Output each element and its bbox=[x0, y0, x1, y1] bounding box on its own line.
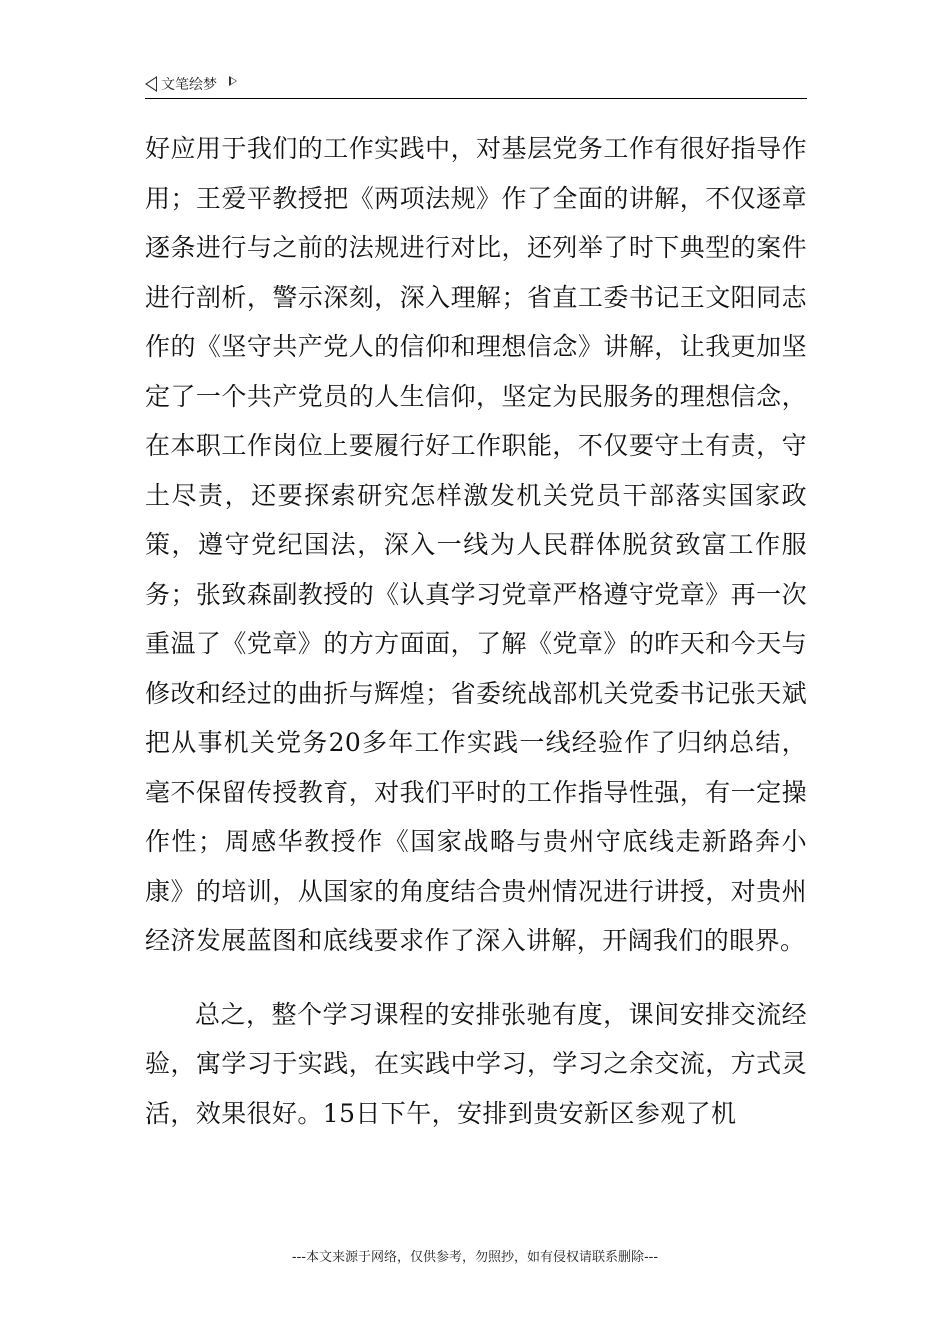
triangle-left-outline-icon bbox=[145, 76, 157, 92]
header-title: 文笔绘梦 bbox=[161, 77, 217, 93]
page-header bbox=[145, 72, 807, 99]
page-footer-disclaimer: ---本文来源于网络，仅供参考，勿照抄，如有侵权请联系删除--- bbox=[291, 1250, 659, 1265]
triangle-right-outline-icon bbox=[229, 76, 237, 86]
header-brand bbox=[145, 74, 237, 94]
document-body bbox=[145, 124, 807, 1138]
paragraph-1: 好应用于我们的工作实践中，对基层党务工作有很好指导作用；王爱平教授把《两项法规》作了全面的讲解，不仅逐章逐条进行与之前的法规进行对比，还列举了时下典型的案件进行剖析，警示深刻，深入理解；省直工委书记王文阳同志作的《坚守共产党人的信仰和理想信念》讲解，让我更加坚定了一个共产党员的人生信仰，坚定为民服务的理想信念，在本职工作岗位上要履行好工作职能，不仅要守土有责，守土尽责，还要探索研究怎样激发机关党员干部落实国家政策，遵守党纪国法，深入一线为人民群体脱贫致富工作服务；张致森副教授的《认真学习党章严格遵守党章》再一次重温了《党章》的方方面面，了解《党章》的昨天和今天与修改和经过的曲折与辉煌；省委统战部机关党委书记张天斌把从事机关党务20多年工作实践一线经验作了归纳总结，毫不保留传授教育，对我们平时的工作指导性强，有一定操作性；周感华教授作《国家战略与贵州守底线走新路奔小康》的培训，从国家的角度结合贵州情况进行讲授，对贵州经济发展蓝图和底线要求作了深入讲解，开阔我们的眼界。 bbox=[145, 134, 807, 955]
paragraph-2: 总之，整个学习课程的安排张驰有度，课间安排交流经验，寓学习于实践，在实践中学习，学习之余交流，方式灵活，效果很好。15日下午，安排到贵安新区参观了机 bbox=[145, 999, 807, 1128]
